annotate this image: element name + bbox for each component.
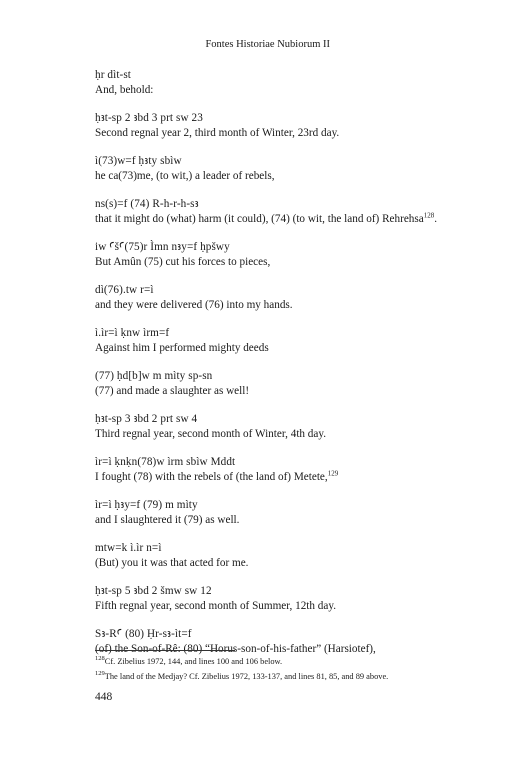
text-entry xyxy=(95,154,480,184)
text-entry xyxy=(95,541,480,571)
text-entry xyxy=(95,584,480,614)
footnote xyxy=(95,669,495,684)
translation-line: But Amûn (75) cut his forces to pieces, xyxy=(95,256,271,268)
footnote xyxy=(95,654,495,669)
text-entry xyxy=(95,627,480,657)
text-entry xyxy=(95,369,480,399)
transliteration-line: iw ꜤšꜤ(75)r Ìmn nꜣy=f ḥpšwy xyxy=(95,241,230,253)
transliteration-line: Sꜣ-RꜤ (80) Ḥr-sꜣ-ìt=f xyxy=(95,628,192,640)
footnote-text: Cf. Zibelius 1972, 144, and lines 100 and 106 below. xyxy=(104,657,283,666)
text-entry xyxy=(95,326,480,356)
footnote-reference[interactable]: 128 xyxy=(423,211,435,220)
translation-line xyxy=(95,212,480,227)
transliteration-line: ḥꜣt-sp 5 ꜣbd 2 šmw sw 12 xyxy=(95,585,212,597)
translation-line: and I slaughtered it (79) as well. xyxy=(95,514,240,526)
translation-punctuation: . xyxy=(434,213,438,225)
transliteration-line: ḥr dìt-st xyxy=(95,69,132,81)
footnote-reference[interactable]: 129 xyxy=(327,469,339,478)
translation-line: Second regnal year 2, third month of Winter, 23rd day. xyxy=(95,127,340,139)
transliteration-line: mtw=k ì.ìr n=ì xyxy=(95,542,162,554)
footnote-number: 129 xyxy=(95,670,105,678)
footnote-divider xyxy=(95,650,235,651)
transliteration-line: ìr=ì ḥꜣy=f (79) m mìty xyxy=(95,499,198,511)
translation-line xyxy=(95,470,480,485)
translation-line: Third regnal year, second month of Winter, 4th day. xyxy=(95,428,327,440)
translation-line: (of) the Son-of-Rê: (80) “Horus-son-of-his-father” (Harsiotef), xyxy=(95,643,376,655)
text-entry xyxy=(95,240,480,270)
text-entry xyxy=(95,283,480,313)
text-entry xyxy=(95,412,480,442)
transliteration-line: ì(73)w=f ḥꜣty sbìw xyxy=(95,155,182,167)
page-number: 448 xyxy=(95,691,113,703)
text-entry xyxy=(95,68,480,98)
transliteration-line: ḥꜣt-sp 2 ꜣbd 3 prt sw 23 xyxy=(95,112,203,124)
text-entry xyxy=(95,111,480,141)
transliteration-line: dì(76).tw r=ì xyxy=(95,284,154,296)
translation-text: I fought (78) with the rebels of (the land of) Metete, xyxy=(95,471,328,483)
translation-line: Fifth regnal year, second month of Summer, 12th day. xyxy=(95,600,337,612)
footnote-number: 128 xyxy=(95,655,105,663)
footnote-text: The land of the Medjay? Cf. Zibelius 1972, 133-137, and lines 81, 85, and 89 above. xyxy=(104,672,389,681)
running-header: Fontes Historiae Nubiorum II xyxy=(205,39,330,50)
text-entry xyxy=(95,498,480,528)
text-entry xyxy=(95,455,480,485)
footnotes xyxy=(95,654,495,684)
translation-line: And, behold: xyxy=(95,84,154,96)
text-body xyxy=(95,68,480,670)
translation-line: Against him I performed mighty deeds xyxy=(95,342,269,354)
translation-line: he ca(73)me, (to wit,) a leader of rebels, xyxy=(95,170,275,182)
transliteration-line: ìr=ì ḳnḳn(78)w ìrm sbìw Mddt xyxy=(95,456,236,468)
transliteration-line: ḥꜣt-sp 3 ꜣbd 2 prt sw 4 xyxy=(95,413,198,425)
text-entry xyxy=(95,197,480,227)
translation-text: that it might do (what) harm (it could), (74) (to wit, the land of) Rehrehsa xyxy=(95,213,424,225)
transliteration-line: (77) ḥd[b]w m mìty sp-sn xyxy=(95,370,213,382)
transliteration-line: ns(s)=f (74) R-h-r-h-sꜣ xyxy=(95,198,199,210)
translation-line: (But) you it was that acted for me. xyxy=(95,557,249,569)
translation-line: and they were delivered (76) into my hands. xyxy=(95,299,293,311)
transliteration-line: ì.ìr=ì ḳnw ìrm=f xyxy=(95,327,170,339)
translation-line: (77) and made a slaughter as well! xyxy=(95,385,250,397)
